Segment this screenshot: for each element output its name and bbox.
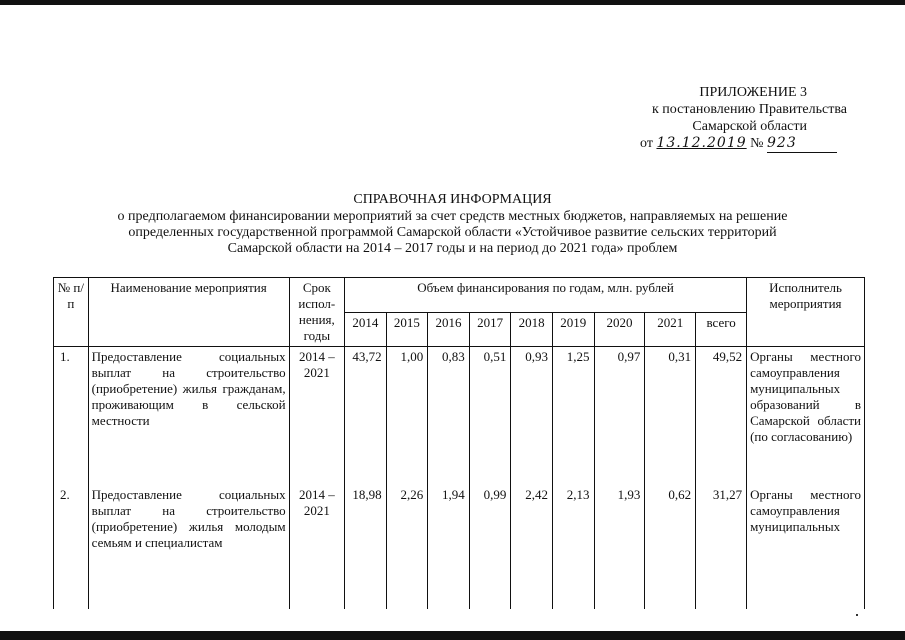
header-funding: Объем финансирования по годам, млн. рублей bbox=[345, 278, 747, 313]
row-num: 1. bbox=[54, 347, 89, 486]
row-executor: Органы местного самоуправления муниципальных образований в Самарской области (по согласованию) bbox=[747, 347, 865, 486]
row-value: 43,72 bbox=[345, 347, 387, 486]
row-value: 0,99 bbox=[469, 485, 511, 609]
row-term: 2014 – 2021 bbox=[289, 485, 344, 609]
handwritten-date: 13.12.2019 bbox=[656, 135, 747, 151]
row-value: 0,83 bbox=[428, 347, 470, 486]
handwritten-number: 923 bbox=[767, 135, 837, 153]
header-num: № п/п bbox=[54, 278, 89, 347]
row-value: 0,97 bbox=[594, 347, 645, 486]
row-value: 1,94 bbox=[428, 485, 470, 609]
row-term: 2014 – 2021 bbox=[289, 347, 344, 486]
row-value: 18,98 bbox=[345, 485, 387, 609]
header-year: 2020 bbox=[594, 312, 645, 347]
heading-title: СПРАВОЧНАЯ ИНФОРМАЦИЯ bbox=[353, 192, 552, 207]
row-value: 2,42 bbox=[511, 485, 553, 609]
row-value: 1,25 bbox=[552, 347, 594, 486]
row-executor: Органы местного самоуправления муниципальных bbox=[747, 485, 865, 609]
appendix-block bbox=[587, 84, 847, 153]
row-value: 0,51 bbox=[469, 347, 511, 486]
appendix-title: ПРИЛОЖЕНИЕ 3 bbox=[699, 85, 807, 100]
header-year: 2018 bbox=[511, 312, 553, 347]
row-value: 2,13 bbox=[552, 485, 594, 609]
row-value: 0,62 bbox=[645, 485, 696, 609]
row-value: 2,26 bbox=[386, 485, 428, 609]
row-total: 49,52 bbox=[696, 347, 747, 486]
header-name: Наименование мероприятия bbox=[88, 278, 289, 347]
header-total: всего bbox=[696, 312, 747, 347]
heading-line-1: о предполагаемом финансировании мероприятий за счет средств местных бюджетов, направляемых на решение bbox=[117, 209, 788, 224]
row-num: 2. bbox=[54, 485, 89, 609]
row-value: 0,31 bbox=[645, 347, 696, 486]
funding-table bbox=[53, 277, 865, 609]
header-year: 2019 bbox=[552, 312, 594, 347]
header-term: Срок испол-нения, годы bbox=[289, 278, 344, 347]
row-value: 0,93 bbox=[511, 347, 553, 486]
document-heading bbox=[0, 192, 905, 257]
header-year: 2021 bbox=[645, 312, 696, 347]
number-prefix: № bbox=[750, 136, 764, 151]
date-prefix: от bbox=[640, 136, 653, 151]
heading-line-2: определенных государственной программой Самарской области «Устойчивое развитие сельских территорий bbox=[128, 225, 777, 240]
table-row bbox=[54, 485, 865, 609]
row-value: 1,00 bbox=[386, 347, 428, 486]
row-name: Предоставление социальных выплат на строительство (приобретение) жилья молодым семьям и специалистам bbox=[88, 485, 289, 609]
table-row bbox=[54, 347, 865, 486]
appendix-decree: к постановлению Правительства bbox=[651, 102, 847, 117]
header-year: 2017 bbox=[469, 312, 511, 347]
header-executor: Исполнитель мероприятия bbox=[747, 278, 865, 347]
header-year: 2015 bbox=[386, 312, 428, 347]
appendix-region: Самарской области bbox=[692, 119, 807, 134]
heading-line-3: Самарской области на 2014 – 2017 годы и на период до 2021 года» проблем bbox=[227, 241, 678, 256]
scan-speck bbox=[856, 614, 858, 616]
header-year: 2014 bbox=[345, 312, 387, 347]
row-value: 1,93 bbox=[594, 485, 645, 609]
header-year: 2016 bbox=[428, 312, 470, 347]
row-total: 31,27 bbox=[696, 485, 747, 609]
row-name: Предоставление социальных выплат на строительство (приобретение) жилья гражданам, проживающим в сельской местности bbox=[88, 347, 289, 486]
appendix-date-number bbox=[587, 135, 837, 153]
top-border bbox=[0, 0, 905, 5]
bottom-border bbox=[0, 631, 905, 640]
